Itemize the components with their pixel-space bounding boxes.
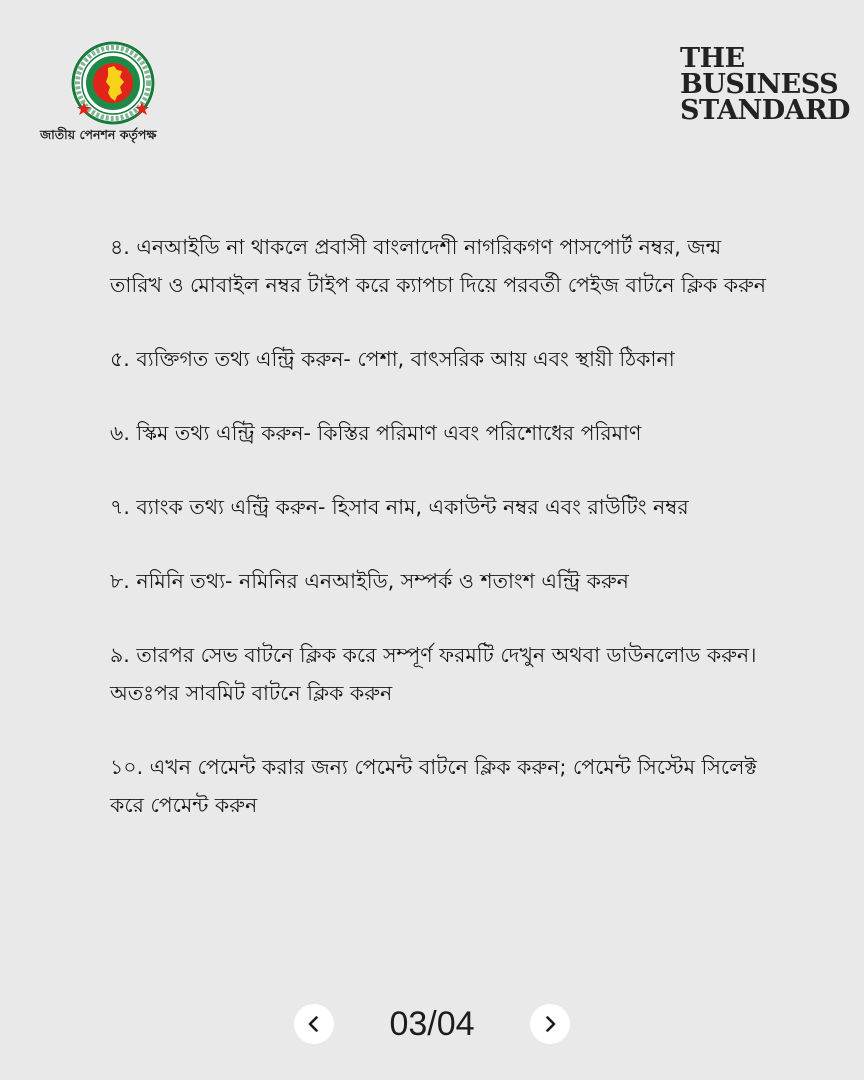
brand-line-1: THE bbox=[680, 43, 745, 74]
next-page-button[interactable] bbox=[530, 1004, 570, 1044]
step-6: ৬. স্কিম তথ্য এন্ট্রি করুন- কিস্তির পরিমাণ এবং পরিশোধের পরিমাণ bbox=[110, 421, 642, 445]
step-7: ৭. ব্যাংক তথ্য এন্ট্রি করুন- হিসাব নাম, একাউন্ট নম্বর এবং রাউটিং নম্বর bbox=[110, 495, 689, 519]
brand-line-3: STANDARD bbox=[680, 95, 850, 126]
org-name: জাতীয় পেনশন কর্তৃপক্ষ bbox=[40, 127, 157, 142]
page-counter: 03/04 bbox=[389, 1005, 475, 1043]
instruction-steps bbox=[110, 228, 770, 860]
pager bbox=[0, 1004, 864, 1046]
brand-line-2: BUSINESS bbox=[680, 69, 839, 100]
step-9: ৯. তারপর সেভ বাটনে ক্লিক করে সম্পূর্ণ ফরমটি দেখুন অথবা ডাউনলোড করুন। অতঃপর সাবমিট বাটনে ক্লিক করুন bbox=[110, 643, 757, 705]
step-8: ৮. নমিনি তথ্য- নমিনির এনআইডি, সম্পর্ক ও শতাংশ এন্ট্রি করুন bbox=[110, 569, 629, 593]
chevron-left-icon bbox=[304, 1014, 324, 1034]
government-seal-icon bbox=[70, 40, 156, 126]
step-10: ১০. এখন পেমেন্ট করার জন্য পেমেন্ট বাটনে ক্লিক করুন; পেমেন্ট সিস্টেম সিলেক্ট করে পেমেন্ট করুন bbox=[110, 755, 757, 817]
brand-logo bbox=[680, 43, 850, 126]
step-4: ৪. এনআইডি না থাকলে প্রবাসী বাংলাদেশী নাগরিকগণ পাসপোর্ট নম্বর, জন্ম তারিখ ও মোবাইল নম্বর টাইপ করে ক্যাপচা দিয়ে পরবর্তী পেইজ বাটনে ক্লিক করুন bbox=[110, 235, 767, 297]
previous-page-button[interactable] bbox=[294, 1004, 334, 1044]
chevron-right-icon bbox=[540, 1014, 560, 1034]
step-5: ৫. ব্যক্তিগত তথ্য এন্ট্রি করুন- পেশা, বাৎসরিক আয় এবং স্থায়ী ঠিকানা bbox=[110, 347, 675, 371]
